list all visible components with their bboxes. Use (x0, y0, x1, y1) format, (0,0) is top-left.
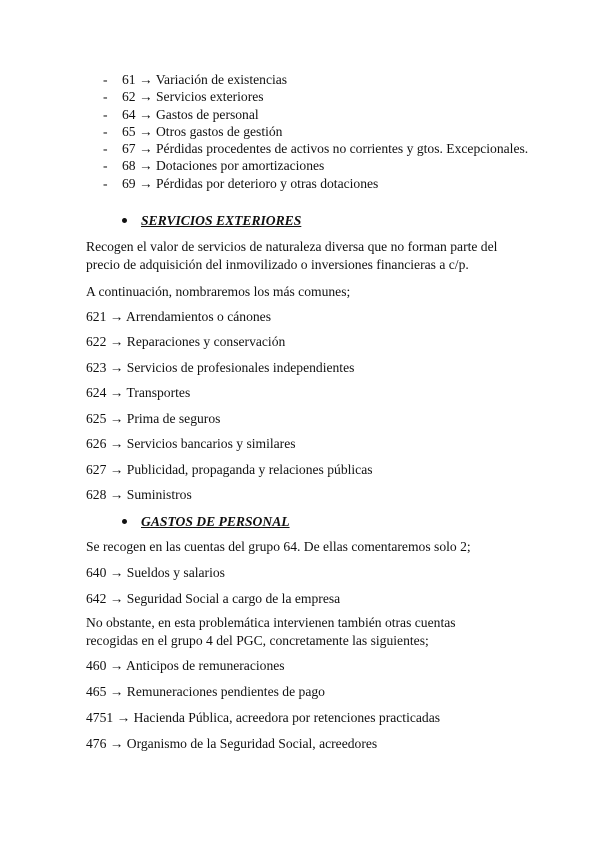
account-line: 476 → Organismo de la Seguridad Social, acreedores (86, 736, 378, 751)
list-item: - 65 → Otros gastos de gestión (103, 123, 283, 139)
account-line: 623 → Servicios de profesionales independientes (86, 360, 355, 375)
account-line: 628 → Suministros (86, 487, 192, 502)
account-line: 626 → Servicios bancarios y similares (86, 436, 296, 451)
section-heading-servicios-exteriores: SERVICIOS EXTERIORES (122, 212, 301, 229)
account-line: 627 → Publicidad, propaganda y relaciones públicas (86, 462, 373, 477)
account-group-list (103, 71, 543, 192)
section-intro-paragraph: Recogen el valor de servicios de naturaleza diversa que no forman parte del precio de adquisición del inmovilizado o inversiones financieras a c/p. (86, 239, 498, 272)
list-item: - 69 → Pérdidas por deterioro y otras dotaciones (103, 175, 379, 191)
account-line: 4751 → Hacienda Pública, acreedora por retenciones practicadas (86, 710, 441, 725)
account-line: 621 → Arrendamientos o cánones (86, 309, 271, 324)
account-line: 460 → Anticipos de remuneraciones (86, 658, 285, 673)
list-item: - 67 → Pérdidas procedentes de activos no corrientes y gtos. Excepcionales. (103, 141, 529, 157)
list-item: - 62 → Servicios exteriores (103, 89, 264, 105)
section-intro-paragraph: Se recogen en las cuentas del grupo 64. De ellas comentaremos solo 2; (86, 539, 471, 554)
bullet-icon (122, 218, 127, 223)
account-line: 624 → Transportes (86, 385, 191, 400)
account-line: 642 → Seguridad Social a cargo de la empresa (86, 591, 341, 606)
list-item: - 68 → Dotaciones por amortizaciones (103, 158, 325, 174)
account-line: 640 → Sueldos y salarios (86, 565, 225, 580)
bullet-icon (122, 519, 127, 524)
account-line: 465 → Remuneraciones pendientes de pago (86, 684, 325, 699)
account-line: 625 → Prima de seguros (86, 411, 221, 426)
list-item: - 61 → Variación de existencias (103, 72, 288, 87)
section-lead-text: A continuación, nombraremos los más comunes; (86, 284, 351, 299)
section-heading-gastos-de-personal: GASTOS DE PERSONAL (122, 513, 290, 530)
list-item: - 64 → Gastos de personal (103, 106, 259, 122)
note-paragraph: No obstante, en esta problemática intervienen también otras cuentas recogidas en el grupo 4 del PGC, concretamente las siguientes; (86, 615, 456, 648)
account-line: 622 → Reparaciones y conservación (86, 334, 286, 349)
